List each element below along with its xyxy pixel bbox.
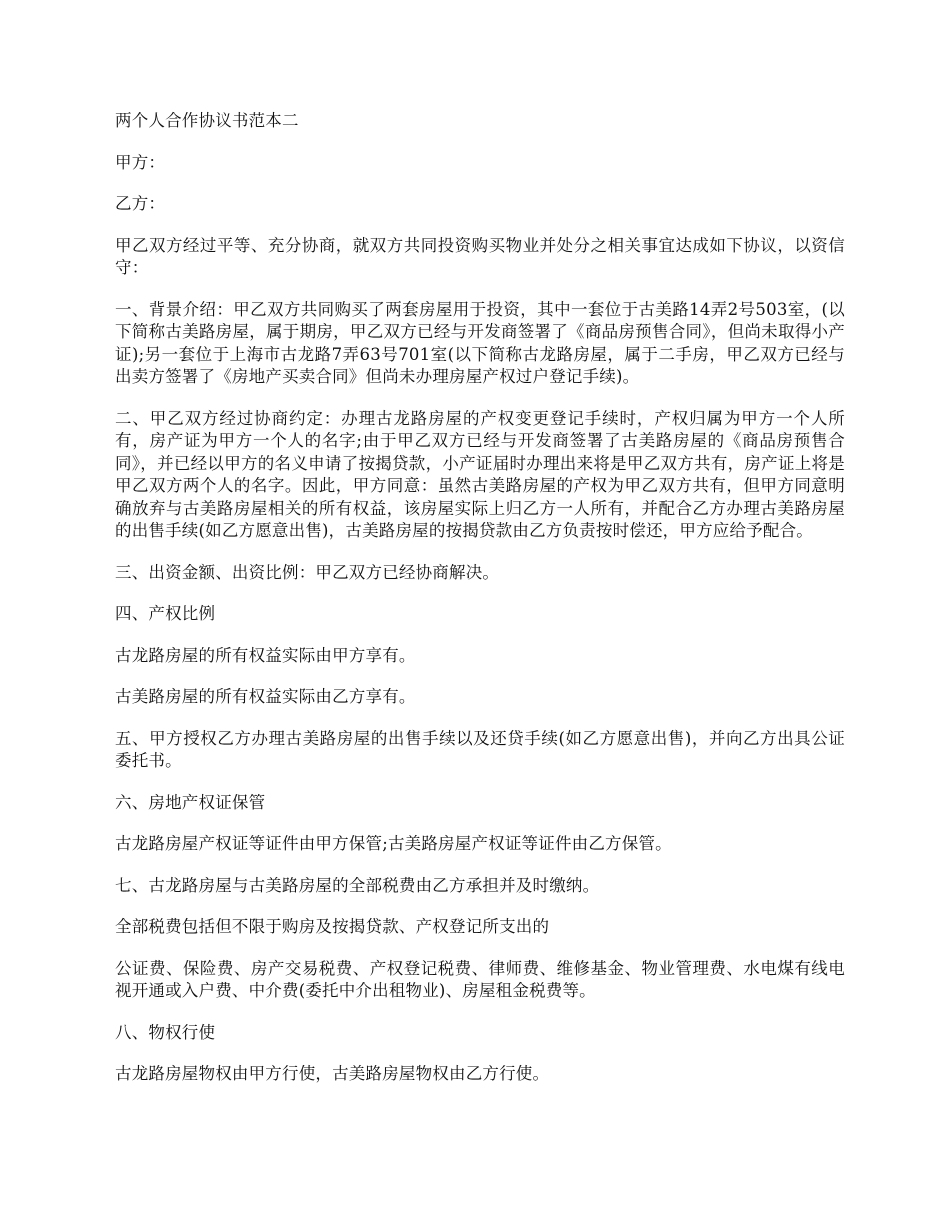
clause-4-heading: 四、产权比例 — [115, 604, 216, 623]
document-title: 两个人合作协议书范本二 — [115, 111, 299, 130]
intro-paragraph: 甲乙双方经过平等、充分协商，就双方共同投资购买物业并处分之相关事宜达成如下协议，以资信守： — [115, 235, 845, 277]
clause-7-taxes-scope: 全部税费包括但不限于购房及按揭贷款、产权登记所支出的 — [115, 917, 550, 936]
clause-6-custody: 古龙路房屋产权证等证件由甲方保管;古美路房屋产权证等证件由乙方保管。 — [115, 834, 672, 853]
clause-4-gumei-rights: 古美路房屋的所有权益实际由乙方享有。 — [115, 687, 416, 706]
clause-3-investment: 三、出资金额、出资比例：甲乙双方已经协商解决。 — [115, 562, 500, 582]
clause-8-heading: 八、物权行使 — [115, 1022, 216, 1042]
clause-7-fees-list: 公证费、保险费、房产交易税费、产权登记税费、律师费、维修基金、物业管理费、水电煤有线电视开通或入户费、中介费(委托中介出租物业)、房屋租金税费等。 — [115, 958, 845, 1000]
party-a-line: 甲方： — [115, 152, 166, 172]
clause-1-background: 一、背景介绍：甲乙双方共同购买了两套房屋用于投资，其中一套位于古美路14弄2号503室，(以下简称古美路房屋，属于期房，甲乙双方已经与开发商签署了《商品房预售合同》，但尚未取得小产证);另一套位于上海市古龙路7弄63号701室(以下简称古龙路房屋，属于二手房，甲乙双方已经与出卖方签署了《房地产买卖合同》但尚未办理房屋产权过户登记手续)。 — [115, 299, 845, 386]
clause-6-heading: 六、房地产权证保管 — [115, 792, 266, 812]
clause-2-agreement: 二、甲乙双方经过协商约定：办理古龙路房屋的产权变更登记手续时，产权归属为甲方一个人所有，房产证为甲方一个人的名字;由于甲乙双方已经与开发商签署了古美路房屋的《商品房预售合同》，并已经以甲方的名义申请了按揭贷款，小产证届时办理出来将是甲乙双方共有，房产证上将是甲乙双方两个人的名字。因此，甲方同意：虽然古美路房屋的产权为甲乙双方共有，但甲方同意明确放弃与古美路房屋相关的所有权益，该房屋实际上归乙方一人所有，并配合乙方办理古美路房屋的出售手续(如乙方愿意出售)，古美路房屋的按揭贷款由乙方负责按时偿还，甲方应给予配合。 — [115, 408, 845, 540]
party-b-line: 乙方： — [115, 194, 166, 213]
clause-8-property-rights: 古龙路房屋物权由甲方行使，古美路房屋物权由乙方行使。 — [115, 1064, 550, 1083]
clause-4-gulong-rights: 古龙路房屋的所有权益实际由甲方享有。 — [115, 645, 416, 665]
clause-7-taxes: 七、古龙路房屋与古美路房屋的全部税费由乙方承担并及时缴纳。 — [115, 875, 600, 895]
clause-5-authorization: 五、甲方授权乙方办理古美路房屋的出售手续以及还贷手续(如乙方愿意出售)，并向乙方出具公证委托书。 — [115, 728, 845, 770]
document-body — [115, 110, 845, 1105]
